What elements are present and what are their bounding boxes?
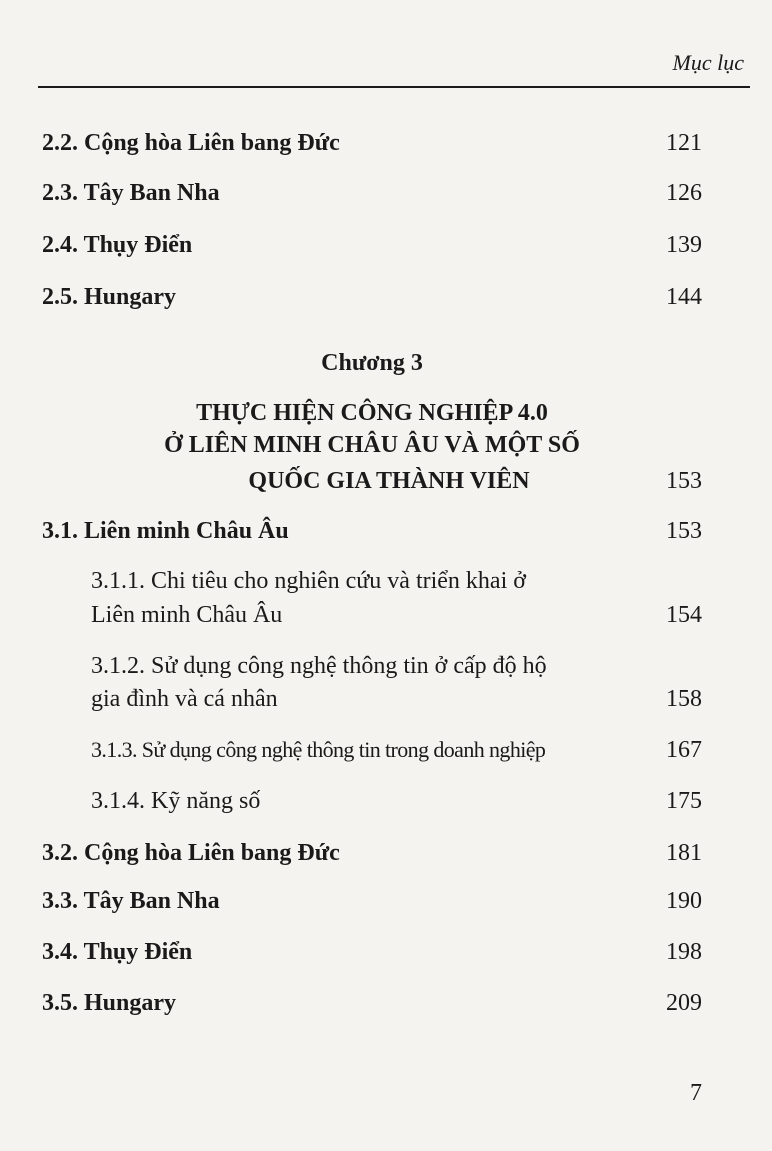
toc-entry-page: 121 [666, 130, 702, 156]
toc-subentry-label: Liên minh Châu Âu [91, 602, 283, 628]
toc-entry-page: 126 [666, 180, 702, 206]
toc-entry-label: 2.4. Thụy Điển [42, 232, 193, 258]
toc-subentry-label-line: 3.1.1. Chi tiêu cho nghiên cứu và triển khai ở [91, 568, 526, 594]
toc-entry[interactable] [42, 178, 702, 208]
toc-entry-page: 154 [666, 602, 702, 628]
toc-subentry[interactable] [91, 684, 702, 714]
toc-subentry-label-line: 3.1.2. Sử dụng công nghệ thông tin ở cấp độ hộ [91, 653, 547, 679]
toc-entry-page: 153 [666, 518, 702, 544]
chapter-title-entry[interactable] [42, 466, 702, 496]
toc-subentry-label: 3.1.4. Kỹ năng số [91, 788, 261, 814]
chapter-title-line: THỰC HIỆN CÔNG NGHIỆP 4.0 [196, 400, 548, 426]
toc-entry-label: 3.2. Cộng hòa Liên bang Đức [42, 840, 340, 866]
toc-entry-label: 3.3. Tây Ban Nha [42, 888, 220, 914]
chapter-title-line: QUỐC GIA THÀNH VIÊN [248, 468, 530, 494]
toc-entry-page: 139 [666, 232, 702, 258]
chapter-heading: Chương 3 [321, 350, 423, 376]
toc-entry-page: 190 [666, 888, 702, 914]
toc-subentry[interactable] [91, 786, 702, 816]
toc-entry-label: 3.5. Hungary [42, 990, 177, 1016]
toc-subentry-label: gia đình và cá nhân [91, 686, 278, 712]
toc-subentry[interactable] [91, 600, 702, 630]
toc-entry[interactable] [42, 128, 702, 158]
page-number: 7 [690, 1080, 702, 1106]
toc-entry[interactable] [42, 516, 702, 546]
toc-entry-page: 144 [666, 284, 702, 310]
toc-entry-page: 153 [666, 468, 702, 494]
toc-entry-label: 2.5. Hungary [42, 284, 177, 310]
toc-entry-page: 209 [666, 990, 702, 1016]
toc-entry-page: 198 [666, 939, 702, 965]
toc-entry-page: 167 [666, 737, 702, 763]
chapter-title-line: Ở LIÊN MINH CHÂU ÂU VÀ MỘT SỐ [164, 432, 580, 458]
toc-entry-page: 175 [666, 788, 702, 814]
toc-entry[interactable] [42, 282, 702, 312]
toc-entry-label: 2.3. Tây Ban Nha [42, 180, 220, 206]
toc-entry[interactable] [42, 838, 702, 868]
toc-entry-label: 3.4. Thụy Điển [42, 939, 193, 965]
toc-entry-label: 3.1. Liên minh Châu Âu [42, 518, 289, 544]
toc-entry[interactable] [42, 988, 702, 1018]
running-header-title: Mục lục [672, 50, 744, 75]
toc-entry[interactable] [42, 937, 702, 967]
toc-entry-label: 2.2. Cộng hòa Liên bang Đức [42, 130, 340, 156]
toc-subentry[interactable] [91, 735, 702, 765]
toc-entry-page: 158 [666, 686, 702, 712]
toc-entry[interactable] [42, 230, 702, 260]
toc-entry-page: 181 [666, 840, 702, 866]
toc-subentry-label: 3.1.3. Sử dụng công nghệ thông tin trong doanh nghiệp [91, 737, 546, 762]
toc-entry[interactable] [42, 886, 702, 916]
